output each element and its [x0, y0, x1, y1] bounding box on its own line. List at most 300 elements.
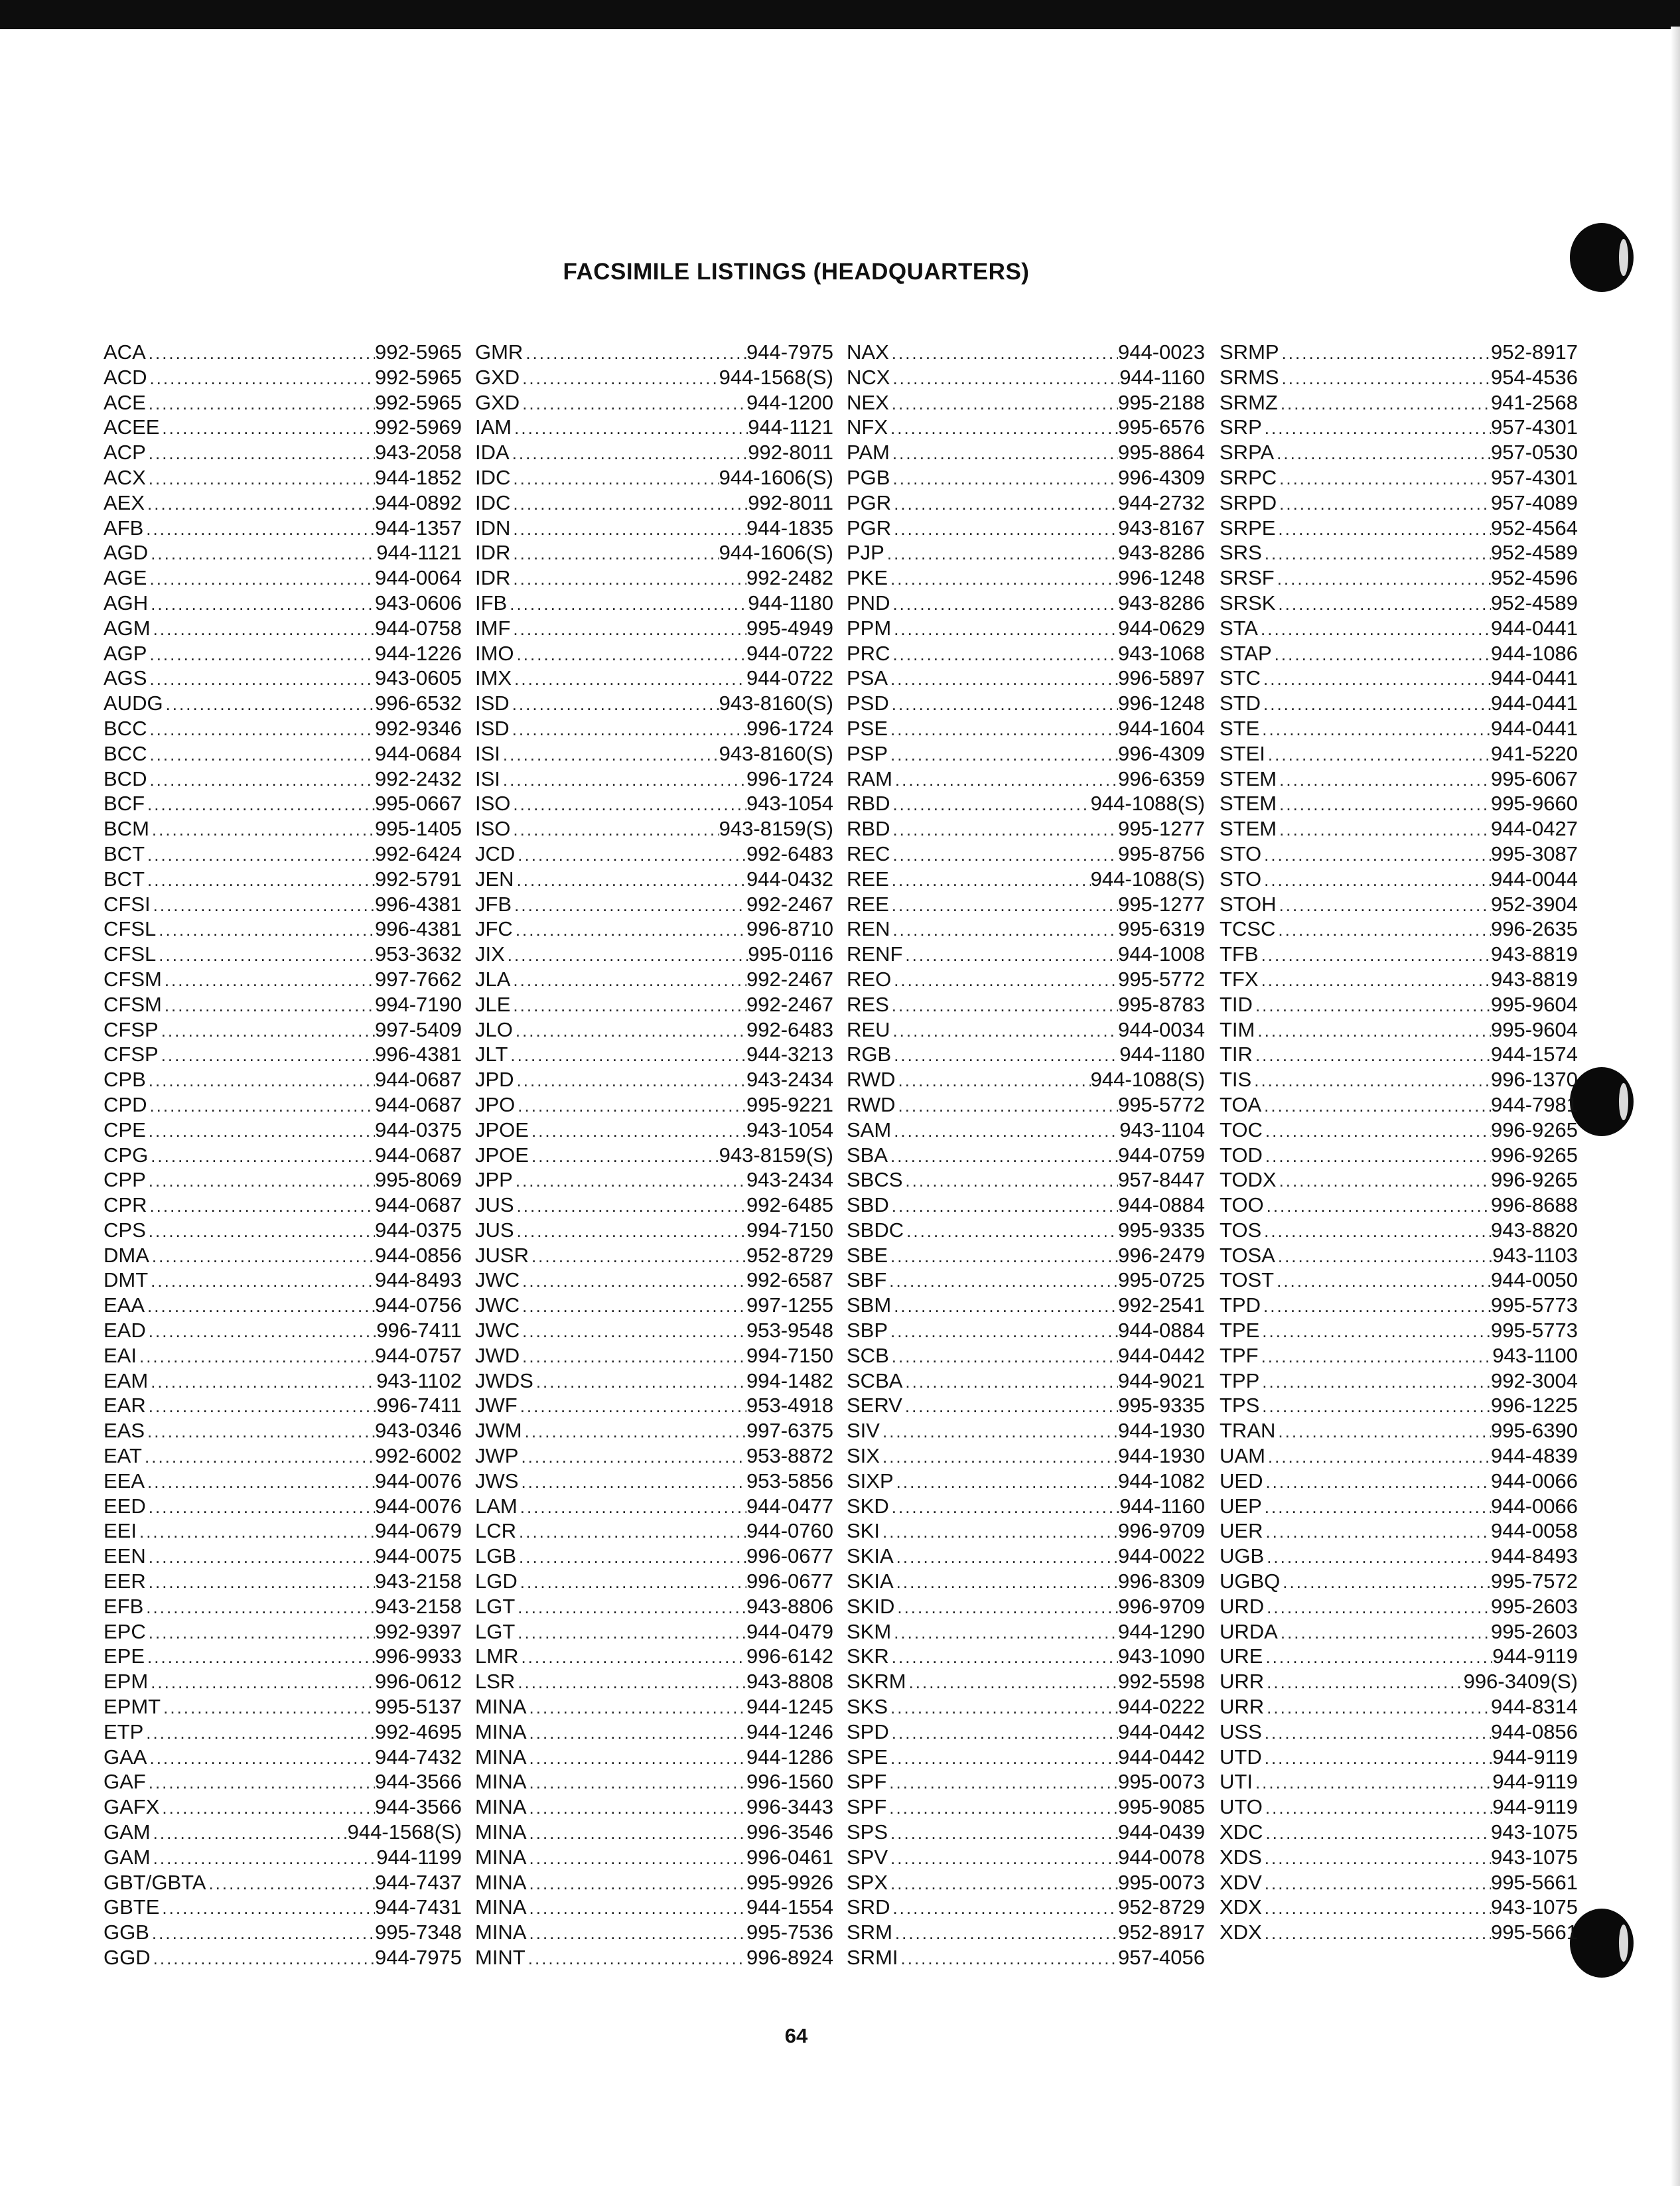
- listing-row: [847, 716, 1205, 741]
- dot-leader: [500, 743, 719, 768]
- dot-leader: [514, 868, 746, 893]
- fax-number: 941-5220: [1490, 741, 1578, 765]
- dot-leader: [510, 692, 719, 717]
- fax-number: 995-5661: [1490, 1921, 1578, 1944]
- fax-number: 992-6485: [746, 1193, 833, 1217]
- dot-leader: [902, 943, 1118, 968]
- dot-leader: [888, 1746, 1118, 1771]
- fax-number: 944-9119: [1492, 1795, 1578, 1819]
- office-code: SBCS: [847, 1168, 903, 1192]
- dot-leader: [146, 1394, 377, 1420]
- office-code: LAM: [475, 1494, 518, 1518]
- listing-row: [475, 1118, 833, 1143]
- office-code: JFC: [475, 917, 513, 941]
- office-code: TPD: [1220, 1293, 1261, 1317]
- listing-row: [104, 1719, 462, 1745]
- dot-leader: [145, 792, 375, 818]
- listing-row: [1220, 540, 1578, 565]
- fax-number: 944-7975: [374, 1946, 462, 1969]
- fax-number: 995-9335: [1117, 1394, 1205, 1418]
- office-code: CFSM: [104, 967, 162, 991]
- fax-number: 944-0066: [1490, 1469, 1578, 1493]
- office-code: TPS: [1220, 1394, 1260, 1418]
- fax-number: 943-1075: [1490, 1895, 1578, 1919]
- office-code: JPOE: [475, 1143, 529, 1167]
- office-code: BCT: [104, 867, 145, 891]
- office-code: UER: [1220, 1519, 1263, 1543]
- fax-number: 952-8729: [1117, 1895, 1205, 1919]
- fax-number: 944-1088(S): [1090, 792, 1205, 816]
- listing-row: [1220, 892, 1578, 917]
- fax-number: 944-3566: [374, 1770, 462, 1794]
- dot-leader: [510, 542, 719, 567]
- dot-leader: [527, 1721, 746, 1746]
- listing-row: [104, 1167, 462, 1193]
- dot-leader: [1262, 416, 1491, 441]
- listing-row: [104, 1494, 462, 1519]
- dot-leader: [516, 1520, 746, 1545]
- dot-leader: [889, 1721, 1118, 1746]
- dot-leader: [1255, 1019, 1491, 1044]
- dot-leader: [143, 1721, 375, 1746]
- fax-number: 995-4949: [746, 616, 833, 640]
- fax-number: 944-7432: [374, 1745, 462, 1769]
- office-code: RENF: [847, 942, 903, 966]
- fax-number: 944-0044: [1490, 867, 1578, 891]
- office-code: JPD: [475, 1068, 514, 1092]
- office-code: JCD: [475, 841, 516, 865]
- dot-leader: [1263, 1645, 1492, 1670]
- fax-number: 943-8286: [1117, 591, 1205, 615]
- fax-number: 996-0677: [746, 1569, 833, 1593]
- listing-row: [475, 1794, 833, 1820]
- listing-row: [847, 616, 1205, 641]
- fax-number: 944-1606(S): [719, 465, 833, 489]
- listing-row: [847, 1469, 1205, 1494]
- office-code: SIV: [847, 1419, 880, 1443]
- listing-row: [104, 1368, 462, 1394]
- listing-row: [475, 841, 833, 867]
- listing-row: [847, 1143, 1205, 1168]
- dot-leader: [898, 1946, 1118, 1972]
- listing-row: [475, 916, 833, 942]
- listing-row: [475, 516, 833, 541]
- listing-row: [104, 1343, 462, 1368]
- fax-number: 944-9119: [1492, 1770, 1578, 1794]
- office-code: UGBQ: [1220, 1569, 1281, 1593]
- dot-leader: [146, 341, 375, 366]
- dot-leader: [148, 1370, 376, 1395]
- fax-number: 996-0461: [746, 1845, 833, 1869]
- fax-number: 944-4839: [1490, 1444, 1578, 1468]
- fax-number: 995-9085: [1117, 1795, 1205, 1819]
- dot-leader: [151, 1821, 348, 1846]
- dot-leader: [1263, 1821, 1491, 1846]
- office-code: AFB: [104, 516, 144, 540]
- dot-leader: [146, 1545, 375, 1570]
- listing-row: [104, 1870, 462, 1895]
- dot-leader: [1264, 1194, 1491, 1219]
- dot-leader: [1263, 1144, 1491, 1169]
- listing-row: [104, 1293, 462, 1318]
- office-code: CFSI: [104, 892, 151, 916]
- listing-row: [104, 1945, 462, 1970]
- fax-number: 944-0058: [1490, 1519, 1578, 1543]
- fax-number: 944-1290: [1117, 1619, 1205, 1643]
- listing-row: [475, 365, 833, 390]
- fax-number: 944-0884: [1117, 1319, 1205, 1343]
- dot-leader: [156, 943, 375, 968]
- listing-row: [847, 365, 1205, 390]
- office-code: SCB: [847, 1343, 889, 1367]
- dot-leader: [1262, 1846, 1491, 1871]
- office-code: STD: [1220, 692, 1261, 715]
- listing-row: [104, 1017, 462, 1043]
- listing-row: [1220, 390, 1578, 415]
- fax-number: 996-4309: [1117, 741, 1205, 765]
- dot-leader: [1251, 1068, 1491, 1094]
- fax-number: 992-2482: [746, 566, 833, 590]
- listing-row: [847, 916, 1205, 942]
- listing-row: [1220, 1042, 1578, 1067]
- dot-leader: [891, 1119, 1119, 1144]
- fax-number: 943-2158: [374, 1594, 462, 1618]
- fax-number: 957-4089: [1490, 490, 1578, 514]
- listing-row: [1220, 666, 1578, 691]
- listing-row: [104, 892, 462, 917]
- listing-row: [104, 1218, 462, 1243]
- fax-number: 944-0076: [374, 1494, 462, 1518]
- dot-leader: [515, 1670, 746, 1696]
- fax-number: 996-9709: [1117, 1519, 1205, 1543]
- office-code: JPO: [475, 1092, 516, 1116]
- dot-leader: [145, 1294, 375, 1319]
- office-code: CPR: [104, 1193, 147, 1217]
- office-code: SKM: [847, 1619, 892, 1643]
- fax-number: 992-9346: [374, 716, 462, 740]
- office-code: TPE: [1220, 1319, 1260, 1343]
- office-code: JWF: [475, 1394, 518, 1418]
- dot-leader: [884, 542, 1118, 567]
- dot-leader: [1263, 1470, 1491, 1495]
- dot-leader: [162, 968, 375, 993]
- fax-number: 992-6002: [374, 1444, 462, 1468]
- fax-number: 996-7411: [376, 1394, 462, 1418]
- listing-row: [847, 1443, 1205, 1469]
- fax-number: 953-8872: [746, 1444, 833, 1468]
- office-code: MINA: [475, 1745, 527, 1769]
- listing-row: [475, 1669, 833, 1694]
- listing-row: [104, 1745, 462, 1770]
- office-code: TPF: [1220, 1343, 1259, 1367]
- office-code: LMR: [475, 1644, 519, 1668]
- dot-leader: [1259, 943, 1491, 968]
- fax-number: 996-8710: [746, 917, 833, 941]
- dot-leader: [888, 743, 1118, 768]
- dot-leader: [1259, 1370, 1491, 1395]
- listing-row: [104, 916, 462, 942]
- dot-leader: [512, 416, 748, 441]
- listing-row: [847, 791, 1205, 816]
- listing-row: [104, 340, 462, 365]
- dot-leader: [523, 341, 746, 366]
- fax-number: 944-0679: [374, 1519, 462, 1543]
- listing-row: [104, 415, 462, 440]
- office-code: CPP: [104, 1168, 146, 1192]
- dot-leader: [510, 993, 746, 1019]
- fax-number: 944-1082: [1117, 1469, 1205, 1493]
- dot-leader: [146, 392, 375, 417]
- listing-column-1: [104, 340, 462, 1970]
- dot-leader: [518, 1495, 746, 1520]
- dot-leader: [890, 918, 1118, 943]
- office-code: SCBA: [847, 1368, 903, 1392]
- fax-number: 996-1724: [746, 716, 833, 740]
- listing-row: [847, 641, 1205, 666]
- fax-number: 943-1103: [1492, 1243, 1578, 1267]
- fax-number: 944-1554: [746, 1895, 833, 1919]
- office-code: LGD: [475, 1569, 518, 1593]
- dot-leader: [890, 843, 1118, 868]
- office-code: CPD: [104, 1092, 147, 1116]
- dot-leader: [510, 467, 719, 492]
- listing-row: [104, 1067, 462, 1092]
- listing-row: [104, 641, 462, 666]
- listing-row: [475, 691, 833, 716]
- listing-row: [475, 1544, 833, 1569]
- office-code: SBM: [847, 1293, 892, 1317]
- listing-row: [104, 565, 462, 591]
- listing-row: [1220, 1745, 1578, 1770]
- office-code: STEM: [1220, 817, 1277, 841]
- listing-row: [1220, 1769, 1578, 1794]
- listing-row: [475, 1469, 833, 1494]
- dot-leader: [1280, 1570, 1491, 1595]
- office-code: MINA: [475, 1695, 527, 1719]
- listing-row: [1220, 641, 1578, 666]
- office-code: MINA: [475, 1895, 527, 1919]
- office-code: SPS: [847, 1820, 888, 1844]
- dot-leader: [518, 1645, 746, 1670]
- office-code: LCR: [475, 1519, 517, 1543]
- fax-number: 996-3443: [746, 1795, 833, 1819]
- dot-leader: [889, 868, 1091, 893]
- office-code: UGB: [1220, 1544, 1265, 1568]
- office-code: SRSK: [1220, 591, 1276, 615]
- fax-number: 944-0442: [1117, 1719, 1205, 1743]
- listing-row: [847, 1619, 1205, 1644]
- dot-leader: [149, 1244, 375, 1270]
- listing-row: [1220, 816, 1578, 841]
- office-code: SKS: [847, 1695, 888, 1719]
- office-code: CPG: [104, 1143, 149, 1167]
- fax-number: 944-0064: [374, 566, 462, 590]
- fax-number: 996-4381: [374, 917, 462, 941]
- dot-leader: [146, 1570, 375, 1595]
- listing-row: [847, 1293, 1205, 1318]
- fax-number: 943-1100: [1492, 1343, 1578, 1367]
- office-code: SRMZ: [1220, 390, 1278, 414]
- fax-number: 957-4056: [1117, 1946, 1205, 1969]
- listing-row: [1220, 490, 1578, 516]
- listing-row: [847, 1042, 1205, 1067]
- office-code: GAFX: [104, 1795, 160, 1819]
- office-code: JIX: [475, 942, 505, 966]
- listing-row: [1220, 741, 1578, 766]
- office-code: PGB: [847, 465, 890, 489]
- office-code: TOA: [1220, 1092, 1262, 1116]
- listing-row: [104, 1243, 462, 1268]
- fax-number: 944-0756: [374, 1293, 462, 1317]
- office-code: AGP: [104, 641, 147, 665]
- office-code: MINA: [475, 1845, 527, 1869]
- fax-number: 943-8167: [1117, 516, 1205, 540]
- fax-number: 953-5856: [746, 1469, 833, 1493]
- office-code: JLO: [475, 1017, 513, 1041]
- listing-row: [475, 1167, 833, 1193]
- office-code: AEX: [104, 490, 145, 514]
- fax-number: 944-1568(S): [347, 1820, 462, 1844]
- dot-leader: [891, 968, 1118, 993]
- office-code: JWC: [475, 1319, 520, 1343]
- fax-number: 996-2479: [1117, 1243, 1205, 1267]
- fax-number: 944-0759: [1117, 1143, 1205, 1167]
- dot-leader: [147, 1746, 375, 1771]
- listing-row: [847, 1745, 1205, 1770]
- fax-number: 944-1604: [1117, 716, 1205, 740]
- dot-leader: [146, 1119, 375, 1144]
- listing-row: [475, 942, 833, 967]
- listing-row: [104, 1469, 462, 1494]
- dot-leader: [1253, 1043, 1491, 1068]
- office-code: SBDC: [847, 1218, 904, 1242]
- fax-number: 943-2058: [374, 441, 462, 465]
- listing-row: [104, 1268, 462, 1293]
- dot-leader: [890, 467, 1118, 492]
- fax-number: 944-0066: [1490, 1494, 1578, 1518]
- office-code: JLA: [475, 967, 511, 991]
- office-code: REN: [847, 917, 890, 941]
- fax-number: 944-0375: [374, 1118, 462, 1141]
- dot-leader: [148, 1269, 375, 1294]
- fax-number: 944-1180: [748, 591, 833, 615]
- listing-row: [475, 641, 833, 666]
- fax-number: 944-1180: [1119, 1043, 1205, 1066]
- dot-leader: [902, 1169, 1118, 1194]
- dot-leader: [891, 1621, 1118, 1646]
- fax-number: 944-2732: [1117, 490, 1205, 514]
- fax-number: 954-4536: [1490, 365, 1578, 389]
- dot-leader: [159, 416, 375, 441]
- fax-number: 943-8819: [1490, 942, 1578, 966]
- dot-leader: [146, 1771, 375, 1796]
- office-code: JWS: [475, 1469, 519, 1493]
- office-code: RWD: [847, 1092, 896, 1116]
- dot-leader: [1259, 1319, 1491, 1345]
- office-code: BCM: [104, 817, 149, 841]
- listing-row: [475, 1017, 833, 1043]
- fax-number: 944-0034: [1117, 1017, 1205, 1041]
- fax-number: 944-1086: [1490, 641, 1578, 665]
- listing-row: [104, 1393, 462, 1418]
- fax-number: 994-1482: [746, 1368, 833, 1392]
- dot-leader: [520, 392, 746, 417]
- dot-leader: [513, 1169, 746, 1194]
- listing-row: [475, 1518, 833, 1544]
- office-code: PGR: [847, 516, 892, 540]
- office-code: SIXP: [847, 1469, 894, 1493]
- fax-number: 943-1054: [746, 792, 833, 816]
- office-code: ACP: [104, 441, 146, 465]
- listing-row: [104, 867, 462, 892]
- office-code: CFSM: [104, 992, 162, 1016]
- listing-row: [847, 1418, 1205, 1443]
- dot-leader: [142, 1445, 375, 1470]
- office-code: ISI: [475, 741, 500, 765]
- listing-row: [475, 1193, 833, 1218]
- listing-row: [475, 616, 833, 641]
- dot-leader: [156, 918, 375, 943]
- office-code: IMX: [475, 666, 512, 690]
- fax-number: 944-0760: [746, 1519, 833, 1543]
- dot-leader: [1272, 642, 1491, 668]
- listing-row: [1220, 1569, 1578, 1594]
- office-code: SPD: [847, 1719, 889, 1743]
- dot-leader: [515, 1621, 746, 1646]
- fax-number: 992-6587: [746, 1268, 833, 1292]
- listing-row: [104, 1644, 462, 1669]
- dot-leader: [1279, 366, 1491, 392]
- office-code: SBD: [847, 1193, 889, 1217]
- dot-leader: [1265, 1445, 1491, 1470]
- office-code: LGT: [475, 1594, 516, 1618]
- fax-number: 995-3087: [1490, 841, 1578, 865]
- office-code: AGH: [104, 591, 149, 615]
- fax-number: 996-8688: [1490, 1193, 1578, 1217]
- office-code: EAS: [104, 1419, 145, 1443]
- listing-row: [1220, 942, 1578, 967]
- fax-number: 992-5791: [374, 867, 462, 891]
- fax-number: 995-2603: [1490, 1594, 1578, 1618]
- dot-leader: [147, 1194, 375, 1219]
- fax-number: 996-6532: [374, 692, 462, 715]
- dot-leader: [889, 692, 1118, 717]
- dot-leader: [886, 1796, 1118, 1821]
- fax-number: 994-7150: [746, 1343, 833, 1367]
- listing-row: [475, 440, 833, 465]
- fax-number: 996-1248: [1117, 566, 1205, 590]
- office-code: RBD: [847, 817, 890, 841]
- listing-row: [104, 992, 462, 1017]
- dot-leader: [895, 1068, 1090, 1094]
- office-code: ACEE: [104, 415, 160, 439]
- listing-row: [475, 465, 833, 490]
- dot-leader: [886, 1269, 1118, 1294]
- dot-leader: [529, 1119, 746, 1144]
- dot-leader: [888, 1319, 1118, 1345]
- fax-number: 944-1245: [746, 1695, 833, 1719]
- listing-row: [475, 1769, 833, 1794]
- dot-leader: [1259, 717, 1491, 743]
- dot-leader: [891, 617, 1118, 642]
- dot-leader: [522, 1420, 746, 1445]
- listing-row: [475, 1494, 833, 1519]
- listing-row: [475, 591, 833, 616]
- listing-row: [475, 1569, 833, 1594]
- office-code: JLE: [475, 992, 511, 1016]
- office-code: REU: [847, 1017, 890, 1041]
- listing-row: [475, 565, 833, 591]
